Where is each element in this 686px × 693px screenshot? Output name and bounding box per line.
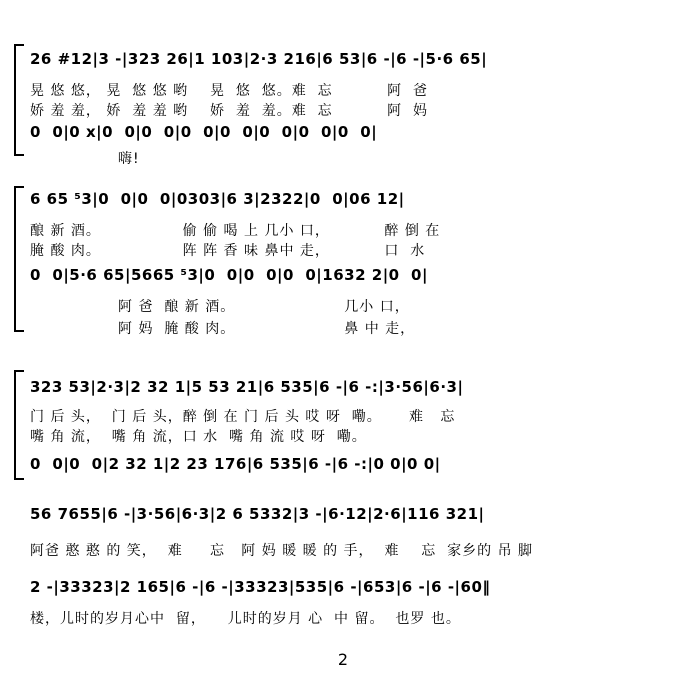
lyrics-verse2: 娇 羞 羞， 娇 羞 羞 哟 娇 羞 羞。难 忘 阿 妈 <box>30 103 429 119</box>
melody-notation: 56 7655|6 -|3·56|6·3|2 6 5332|3 -|6·12|2·6|116 321| <box>30 505 485 523</box>
voice2-notation: 0 0|5·6 65|5665 ⁵3|0 0|0 0|0 0|1632 2|0 0| <box>30 266 428 284</box>
lyrics-line: 楼，儿时的岁月心中 留， 儿时的岁月 心 中 留。 也罗 也。 <box>30 611 461 627</box>
lyrics-verse1: 晃 悠 悠， 晃 悠 悠 哟 晃 悠 悠。难 忘 阿 爸 <box>30 83 429 99</box>
lyrics-verse2: 腌 酸 肉。 阵 阵 香 味 鼻中 走， 口 水 <box>30 243 426 259</box>
voice1-notation: 323 53|2·3|2 32 1|5 53 21|6 535|6 -|6 -:|3·56|6·3| <box>30 378 464 396</box>
voice2-notation: 0 0|0 x|0 0|0 0|0 0|0 0|0 0|0 0|0 0| <box>30 123 378 141</box>
lyrics-verse1: 酿 新 酒。 偷 偷 喝 上 几小 口， 醉 倒 在 <box>30 223 441 239</box>
system-bracket <box>14 44 24 156</box>
lyrics-line: 阿爸 憨 憨 的 笑， 难 忘 阿 妈 暖 暖 的 手， 难 忘 家乡的 吊 脚 <box>30 543 534 559</box>
voice1-notation: 6 65 ⁵3|0 0|0 0|0303|6 3|2322|0 0|06 12| <box>30 190 405 208</box>
voice2-lyrics-verse1: 阿 爸 酿 新 酒。 几小 口， <box>118 299 410 315</box>
voice1-notation: 26 #12|3 -|323 26|1 103|2·3 216|6 53|6 -|6 -|5·6 65| <box>30 50 488 68</box>
lyrics-verse2: 嘴 角 流， 嘴 角 流，口 水 嘴 角 流 哎 呀 嘞。 <box>30 429 367 445</box>
melody-notation: 2 -|33323|2 165|6 -|6 -|33323|535|6 -|653|6 -|6 -|60‖ <box>30 578 491 596</box>
voice2-notation: 0 0|0 0|2 32 1|2 23 176|6 535|6 -|6 -:|0 0|0 0| <box>30 455 441 473</box>
page-number: 2 <box>337 650 349 669</box>
voice2-lyric: 嗨! <box>118 151 140 167</box>
system-bracket <box>14 370 24 480</box>
voice2-lyrics-verse2: 阿 妈 腌 酸 肉。 鼻 中 走， <box>118 321 416 337</box>
system-bracket <box>14 186 24 332</box>
lyrics-verse1: 门 后 头， 门 后 头，醉 倒 在 门 后 头 哎 呀 嘞。 难 忘 <box>30 409 456 425</box>
